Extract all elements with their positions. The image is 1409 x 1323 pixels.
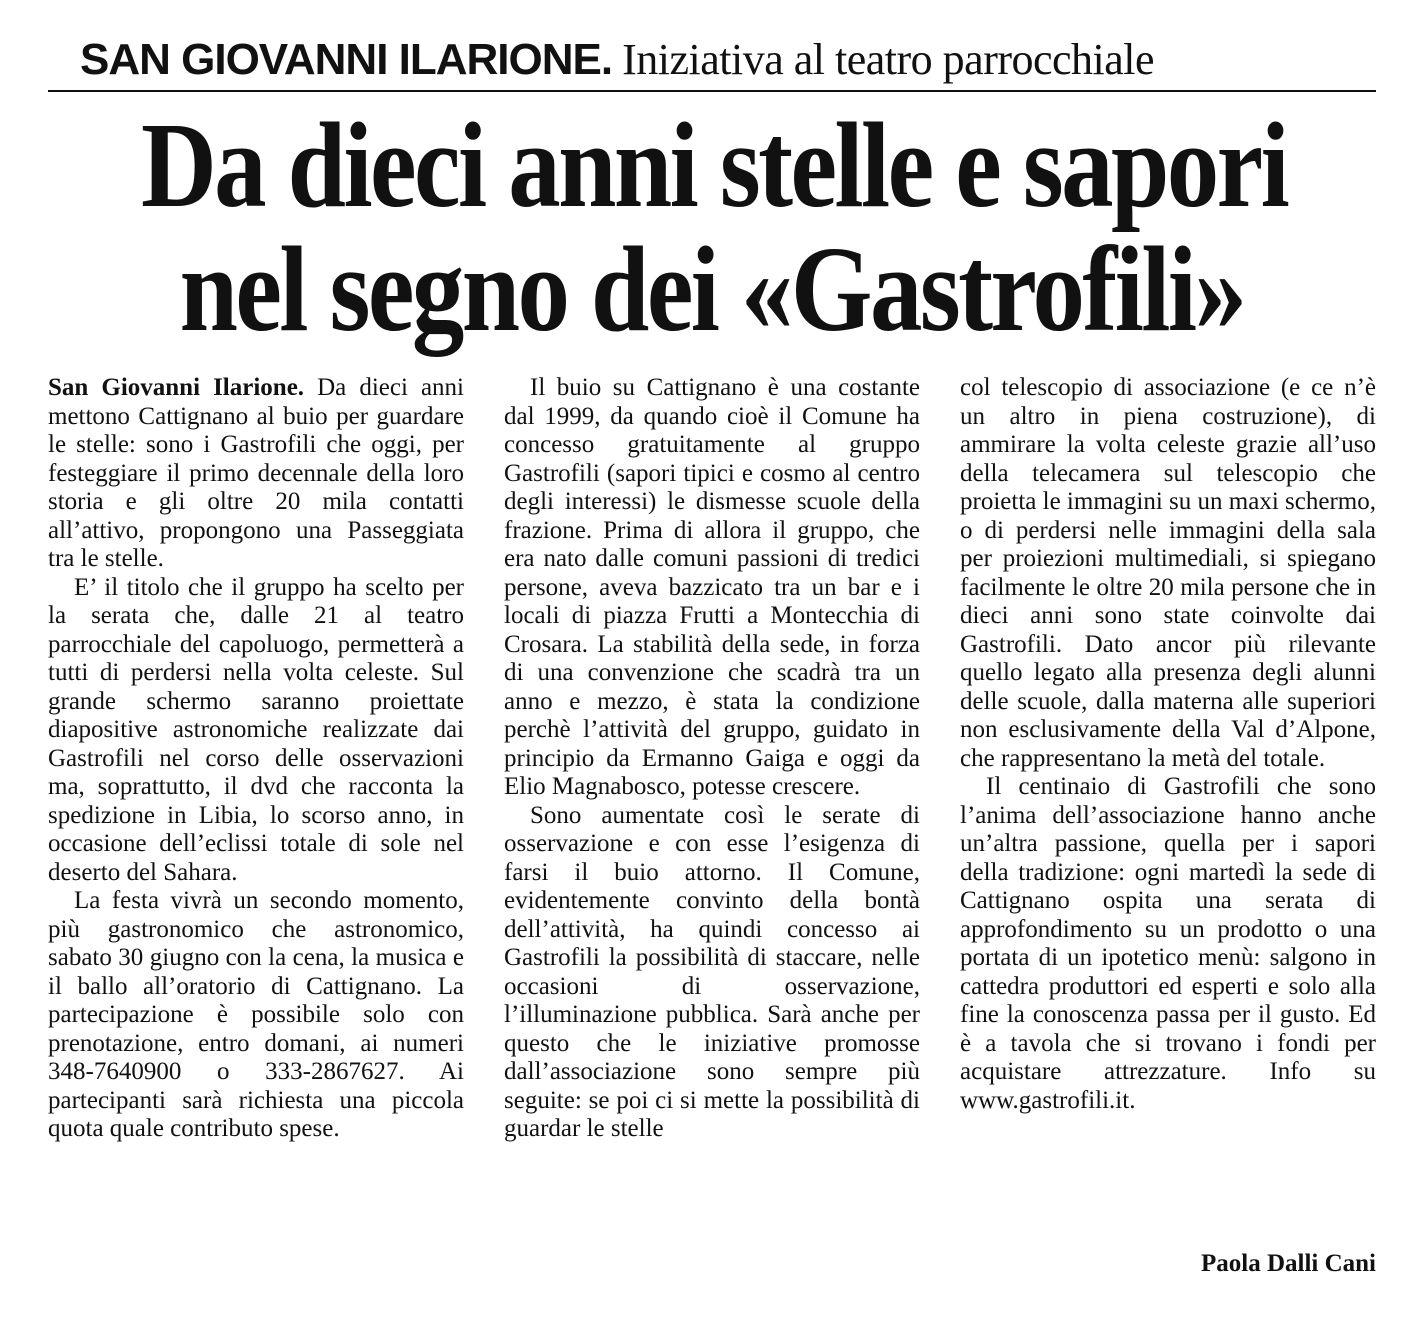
paragraph: Sono aumentate così le serate di osservazione e con esse l’esigenza di farsi il buio attorno. Il Comune, evidentemente convinto della bontà dell’attività, ha quindi concesso ai Gastrofili la possibilità di staccare, nelle occasioni di osservazione, l’illuminazione pubblica. Sarà anche per questo che le iniziative promosse dall’associazione sono sempre più seguite: se poi ci si mette la possibilità di guardar le stelle — [504, 801, 920, 1142]
paragraph: Il buio su Cattignano è una costante dal 1999, da quando cioè il Comune ha concesso gratuitamente al gruppo Gastrofili (sapori tipici e cosmo al centro degli interessi) le dismesse scuole della frazione. Prima di allora il gruppo, che era nato dalle comuni passioni di tredici persone, aveva bazzicato tra un bar e i locali di piazza Frutti a Montecchia di Crosara. La stabilità della sede, in forza di una convenzione che scadrà tra un anno e mezzo, è stata la condizione perchè l’attività del gruppo, guidato in principio da Ermanno Gaiga e oggi da Elio Magnabosco, potesse crescere. — [504, 374, 920, 800]
headline — [48, 98, 1376, 357]
paragraph: E’ il titolo che il gruppo ha scelto per la serata che, dalle 21 al teatro parrocchiale del capoluogo, permetterà a tutti di perdersi nella volta celeste. Sul grande schermo saranno proiettate diapositive astronomiche realizzate dai Gastrofili nel corso delle osservazioni ma, soprattutto, il dvd che racconta la spedizione in Libia, lo scorso anno, in occasione dell’eclissi totale di sole nel deserto del Sahara. — [48, 573, 464, 886]
paragraph: Il centinaio di Gastrofili che sono l’anima dell’associazione hanno anche un’altra passione, quella per i sapori della tradizione: ogni martedì la sede di Cattignano ospita una serata di approfondimento su un prodotto o una portata di un ipotetico menù: salgono in cattedra produttori ed esperti e solo alla fine la conoscenza passa per il gusto. Ed è a tavola che si trovano i fondi per acquistare attrezzature. Info su www.gastrofili.it. — [960, 773, 1376, 1114]
kicker-subtitle: Iniziativa al teatro parrocchiale — [622, 35, 1155, 84]
article-column-1 — [48, 374, 464, 1284]
headline-line-1: Da dieci anni stelle e sapori — [140, 98, 1288, 233]
paragraph-text: Da dieci anni mettono Cattignano al buio per guardare le stelle: sono i Gastrofili che oggi, per festeggiare il primo decennale della loro storia e gli oltre 20 mila contatti all’attivo, propongono una Passeggiata tra le stelle. — [48, 374, 464, 572]
kicker-place: SAN GIOVANNI ILARIONE. — [80, 35, 613, 84]
article-column-3 — [960, 374, 1376, 1284]
kicker — [80, 32, 1380, 88]
kicker-rule — [48, 90, 1376, 92]
paragraph: col telescopio di associazione (e ce n’è un altro in piena costruzione), di ammirare la volta celeste grazie all’uso della telecamera sul telescopio che proietta le immagini su un maxi schermo, o di perdersi nelle immagini della sala per proiezioni multimediali, si spiegano facilmente le oltre 20 mila persone che in dieci anni sono state coinvolte dai Gastrofili. Dato ancor più rilevante quello legato alla presenza degli alunni delle scuole, dalla materna alle superiori non esclusivamente della Val d’Alpone, che rappresentano la metà del totale. — [960, 374, 1376, 772]
paragraph — [48, 374, 464, 574]
paragraph: La festa vivrà un secondo momento, più gastronomico che astronomico, sabato 30 giugno con la cena, la musica e il ballo all’oratorio di Cattignano. La partecipazione è possibile solo con prenotazione, entro domani, ai numeri 348-7640900 o 333-2867627. Ai partecipanti sarà richiesta una piccola quota quale contributo spese. — [48, 887, 464, 1142]
dateline: San Giovanni Ilarione. — [48, 374, 305, 401]
headline-line-2: nel segno dei «Gastrofili» — [179, 222, 1245, 357]
author-byline: Paola Dalli Cani — [1200, 1250, 1376, 1277]
article-column-2 — [504, 374, 920, 1284]
